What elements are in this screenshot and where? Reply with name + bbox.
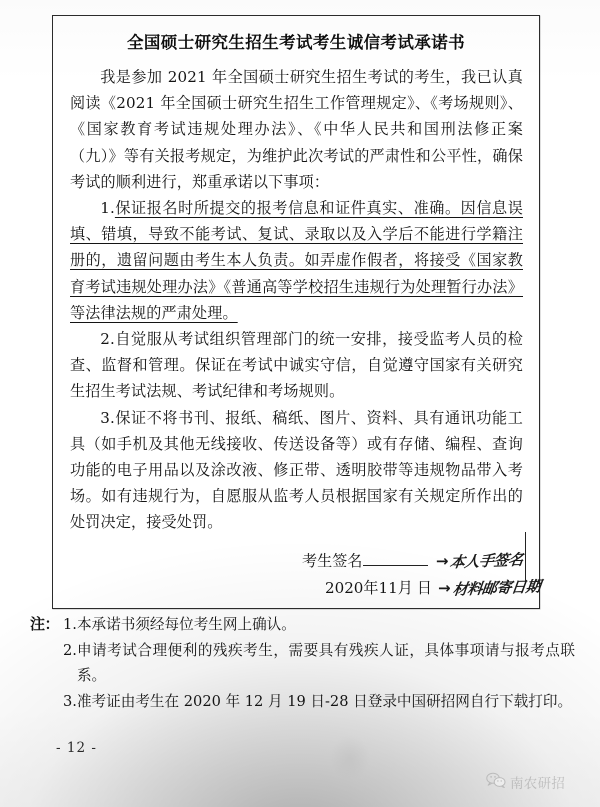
note-text: 准考证由考生在 2020 年 12 月 19 日-28 日登录中国研招网自行下载打印。 (76, 692, 573, 710)
page-title: 全国硕士研究生招生考试考生诚信考试承诺书 (127, 33, 465, 52)
note-item-2 (63, 638, 575, 689)
date-year: 2020 (325, 578, 364, 597)
clause-number: 3. (100, 408, 115, 427)
handwritten-note-signature: 本人手签名 (449, 550, 525, 572)
signature-label: 考生签名 (302, 551, 363, 570)
document-border-box (52, 15, 540, 609)
date-month-unit: 月 (397, 578, 413, 597)
watermark (486, 772, 565, 792)
note-number: 3. (63, 692, 77, 710)
signature-name-blank[interactable] (363, 565, 428, 566)
signature-date-row (70, 575, 541, 602)
handwritten-note-date: 材料邮寄日期 (451, 576, 541, 599)
date-year-unit: 年 (363, 578, 379, 597)
scan-artifact (330, 735, 370, 781)
clause-text: 自觉服从考试组织管理部门的统一安排，接受监考人员的检查、监督和管理。保证在考试中诚实守信，自觉遵守国家有关研究生招生考试法规、考试纪律和考场规则。 (70, 330, 523, 401)
arrow-icon: → (435, 551, 449, 570)
note-text: 本承诺书须经每位考生网上确认。 (76, 616, 296, 633)
clause-item-3 (70, 405, 523, 536)
date-day-unit: 日 (416, 578, 432, 597)
watermark-label: 南农研招 (510, 776, 566, 792)
notes-label: 注： (30, 615, 60, 633)
notes-list (59, 612, 575, 714)
signature-name-row (70, 548, 523, 575)
wechat-icon (486, 772, 506, 792)
clause-number: 1. (100, 199, 115, 218)
clause-number: 2. (100, 330, 115, 349)
signature-block (70, 548, 541, 602)
intro-paragraph: 我是参加 2021 年全国硕士研究生招生考试的考生，我已认真阅读《2021 年全国硕士研究生招生工作管理规定》、《考场规则》、《国家教育考试违规处理办法》、《中华人民共和国刑法修正案（九）》等有关报考规定，为维护此次考试的严肃性和公平性，确保考试的顺利进行，郑重承诺以下事项： (70, 68, 523, 191)
note-number: 1. (63, 616, 77, 633)
note-item-1 (63, 612, 575, 638)
notes-section (30, 612, 575, 714)
clause-text: 保证报名时所提交的报考信息和证件真实、准确。因信息误填、错填，导致不能考试、复试、录取以及入学后不能进行学籍注册的，遗留问题由考生本人负责。如弄虚作假者，将接受《国家教育考试违规处理办法》《普通高等学校招生违规行为处理暂行办法》等法律法规的严肃处理。 (70, 199, 523, 322)
note-number: 2. (63, 641, 77, 659)
clause-item-2 (70, 326, 523, 405)
arrow-icon: → (437, 578, 451, 597)
note-text: 申请考试合理便利的残疾考生，需要具有残疾人证，具体事项请与报考点联系。 (76, 641, 575, 684)
note-item-3 (63, 689, 575, 715)
page-number: - 12 - (56, 740, 97, 756)
clause-item-1 (70, 195, 523, 326)
date-month: 11 (378, 578, 398, 597)
clause-text: 保证不将书刊、报纸、稿纸、图片、资料、具有通讯功能工具（如手机及其他无线接收、传送设备等）或有存储、编程、查询功能的电子用品以及涂改液、修正带、透明胶带等违规物品带入考场。如有违规行为，自愿服从监考人员根据国家有关规定所作出的处罚决定，接受处罚。 (70, 408, 523, 532)
